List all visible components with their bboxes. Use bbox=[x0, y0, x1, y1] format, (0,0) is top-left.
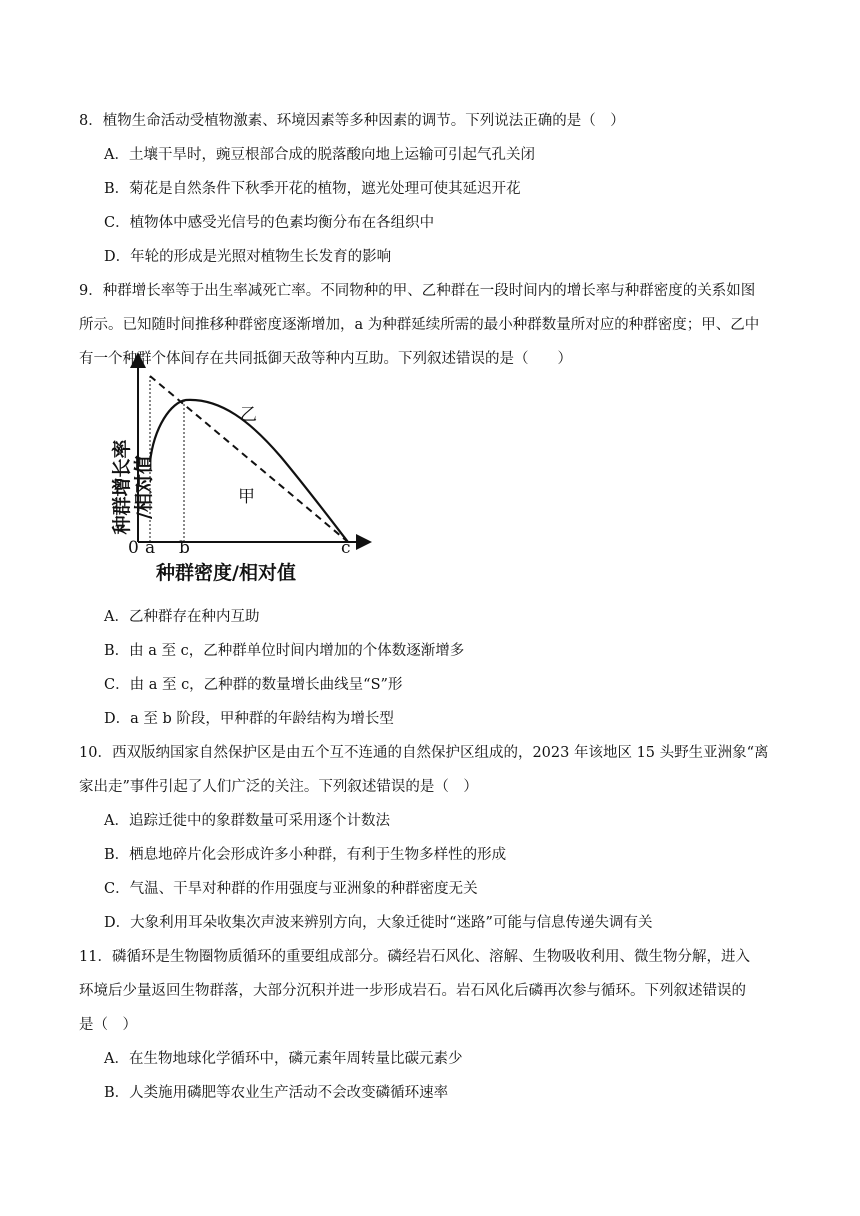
question-11-stem-line-3: 是（ ） bbox=[79, 1017, 137, 1033]
question-9-option-a: A．乙种群存在种内互助 bbox=[104, 609, 260, 625]
question-10-option-c: C．气温、干旱对种群的作用强度与亚洲象的种群密度无关 bbox=[104, 881, 478, 897]
tick-origin: 0 bbox=[128, 538, 139, 558]
question-10-stem-line-2: 家出走”事件引起了人们广泛的关注。下列叙述错误的是（ ） bbox=[79, 779, 478, 795]
question-9-option-b: B．由 a 至 c，乙种群单位时间内增加的个体数逐渐增多 bbox=[104, 643, 465, 659]
question-8-option-a: A．土壤干旱时，豌豆根部合成的脱落酸向地上运输可引起气孔关闭 bbox=[104, 147, 535, 163]
y-axis-label-line-1: 种群增长率 bbox=[111, 439, 133, 535]
question-10-option-a: A．追踪迁徙中的象群数量可采用逐个计数法 bbox=[104, 813, 390, 829]
question-9-option-c: C．由 a 至 c，乙种群的数量增长曲线呈“S”形 bbox=[104, 677, 403, 693]
tick-c: c bbox=[341, 538, 351, 558]
question-11-option-a: A．在生物地球化学循环中，磷元素年周转量比碳元素少 bbox=[104, 1051, 463, 1067]
series-yi-label: 乙 bbox=[240, 405, 257, 425]
question-9-stem-line-1: 9．种群增长率等于出生率减死亡率。不同物种的甲、乙种群在一段时间内的增长率与种群密度的关系如图 bbox=[79, 283, 756, 299]
series-jia-label: 甲 bbox=[238, 487, 255, 507]
growth-rate-figure bbox=[86, 352, 376, 588]
question-10-option-d: D．大象利用耳朵收集次声波来辨别方向，大象迁徙时“迷路”可能与信息传递失调有关 bbox=[104, 915, 653, 931]
tick-b: b bbox=[179, 538, 190, 558]
question-8-option-c: C．植物体中感受光信号的色素均衡分布在各组织中 bbox=[104, 215, 435, 231]
question-11-option-b: B．人类施用磷肥等农业生产活动不会改变磷循环速率 bbox=[104, 1085, 449, 1101]
question-8-stem: 8．植物生命活动受植物激素、环境因素等多种因素的调节。下列说法正确的是（ ） bbox=[79, 113, 625, 129]
question-11-stem-line-2: 环境后少量返回生物群落，大部分沉积并进一步形成岩石。岩石风化后磷再次参与循环。下列叙述错误的 bbox=[79, 983, 746, 999]
question-10-option-b: B．栖息地碎片化会形成许多小种群，有利于生物多样性的形成 bbox=[104, 847, 507, 863]
question-11-stem-line-1: 11．磷循环是生物圈物质循环的重要组成部分。磷经岩石风化、溶解、生物吸收利用、微生物分解，进入 bbox=[79, 949, 750, 965]
question-9-stem-line-2: 所示。已知随时间推移种群密度逐渐增加，a 为种群延续所需的最小种群数量所对应的种群密度；甲、乙中 bbox=[79, 317, 760, 333]
question-8-option-d: D．年轮的形成是光照对植物生长发育的影响 bbox=[104, 249, 392, 265]
tick-a: a bbox=[145, 538, 156, 558]
question-9-stem-line-3: 有一个种群个体间存在共同抵御天敌等种内互助。下列叙述错误的是（ ） bbox=[79, 351, 572, 367]
question-8-option-b: B．菊花是自然条件下秋季开花的植物，遮光处理可使其延迟开花 bbox=[104, 181, 521, 197]
y-axis-label-line-2: /相对值 bbox=[133, 455, 155, 519]
question-9-option-d: D．a 至 b 阶段，甲种群的年龄结构为增长型 bbox=[104, 711, 394, 727]
x-axis-label: 种群密度/相对值 bbox=[156, 562, 296, 584]
y-axis-label bbox=[111, 432, 155, 542]
question-10-stem-line-1: 10．西双版纳国家自然保护区是由五个互不连通的自然保护区组成的，2023 年该地区 15 头野生亚洲象“离 bbox=[79, 745, 769, 761]
